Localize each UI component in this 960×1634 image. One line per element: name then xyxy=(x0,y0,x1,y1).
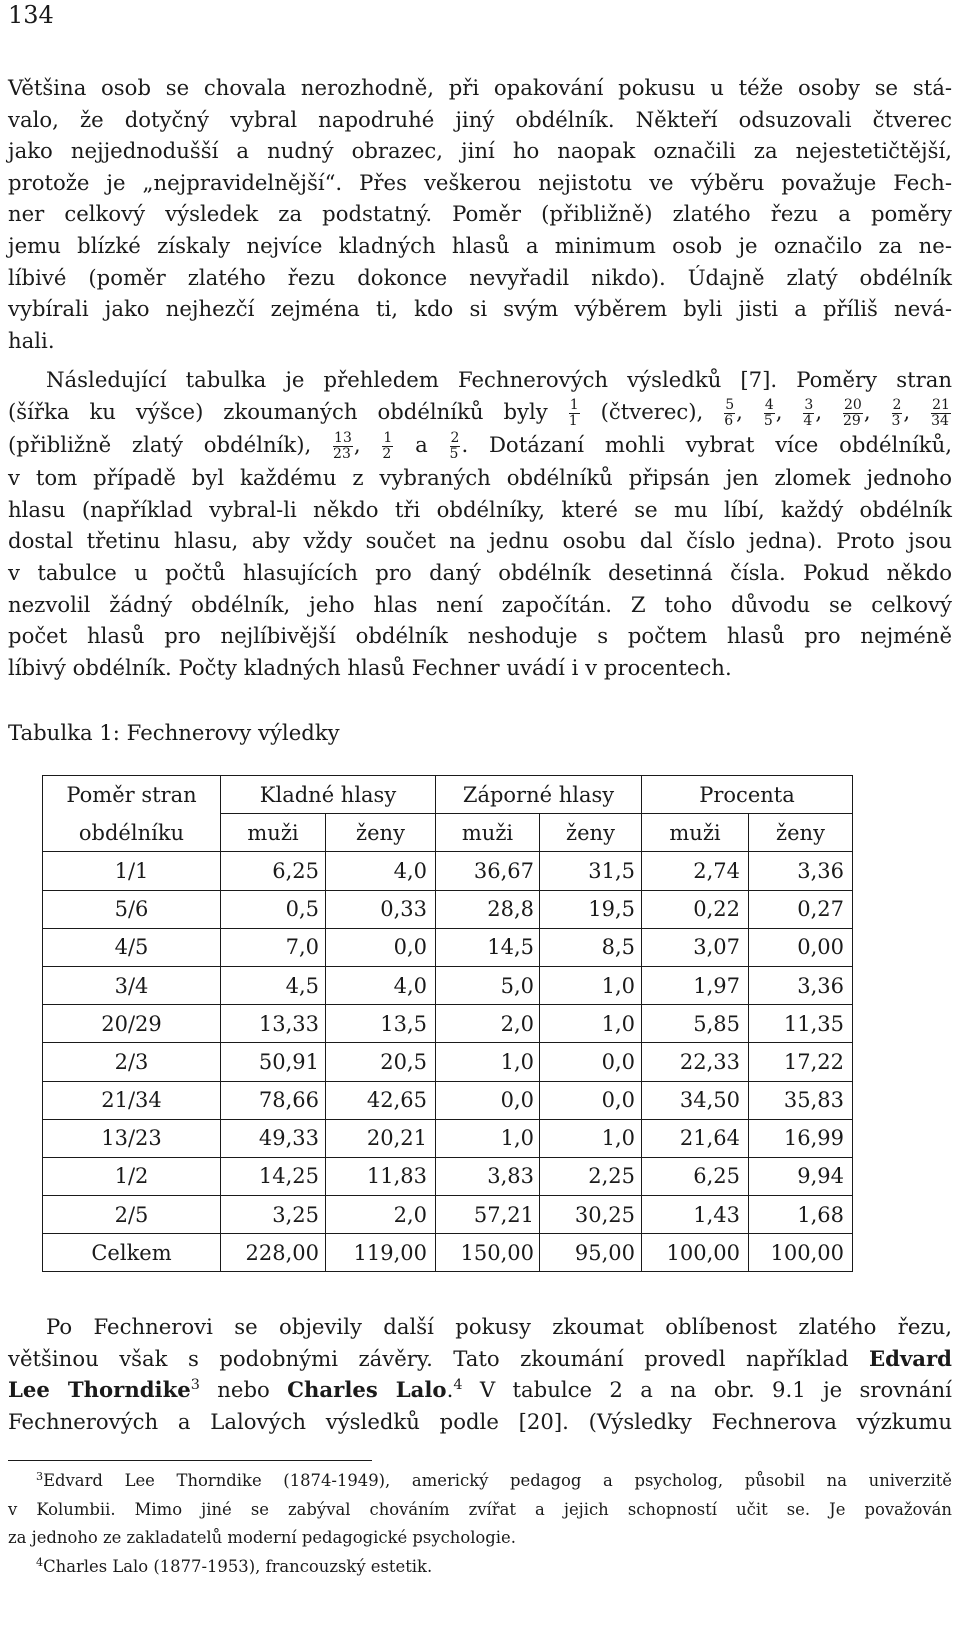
table-row xyxy=(43,1043,853,1081)
text-line: jemu blízké získaly nejvíce kladných hlasů a minimum osob je označilo za ne- xyxy=(8,232,952,258)
value-cell: 31,5 xyxy=(540,852,642,890)
value-cell: 5,85 xyxy=(642,1005,749,1043)
text-line: vybírali jako nejhezčí zejména ti, kdo si svým výběrem byli jisti a příliš nevá- xyxy=(8,296,952,322)
ratio-cell: 13/23 xyxy=(43,1119,221,1157)
header-cell: ženy xyxy=(540,814,642,852)
value-cell: 0,0 xyxy=(436,1081,540,1119)
value-cell: 5,0 xyxy=(436,966,540,1004)
fraction-denominator: 5 xyxy=(763,412,773,429)
value-cell: 1,0 xyxy=(540,966,642,1004)
value-cell: 0,33 xyxy=(326,890,436,928)
value-cell: 13,33 xyxy=(221,1005,326,1043)
value-cell: 0,00 xyxy=(749,928,853,966)
fraction-numerator: 1 xyxy=(569,396,579,413)
ratio-cell: 1/1 xyxy=(43,852,221,890)
table-data-rows xyxy=(43,852,853,1272)
value-cell: 150,00 xyxy=(436,1234,540,1272)
table-header-row xyxy=(43,776,853,814)
results-table-body xyxy=(43,776,853,852)
fraction xyxy=(803,398,814,429)
value-cell: 13,5 xyxy=(326,1005,436,1043)
fraction-numerator: 20 xyxy=(844,396,862,413)
text-line: protože je „nejpravidelnější“. Přes veškerou nejistotu ve výběru považuje Fech- xyxy=(8,169,952,195)
footnote-mark: 3 xyxy=(36,1469,44,1483)
value-cell: 34,50 xyxy=(642,1081,749,1119)
value-cell: 50,91 xyxy=(221,1043,326,1081)
text-line: počet hlasů pro nejlíbivější obdélník neshoduje s počtem hlasů pro nejméně xyxy=(8,623,952,649)
value-cell: 49,33 xyxy=(221,1119,326,1157)
value-cell: 95,00 xyxy=(540,1234,642,1272)
text-line: Lee Thorndike$^3$ nebo Charles Lalo.$^4$ V tabulce 2 a na obr. 9.1 je srovnání xyxy=(8,1377,952,1403)
value-cell: 0,0 xyxy=(540,1081,642,1119)
value-cell: 21,64 xyxy=(642,1119,749,1157)
fraction-numerator: 4 xyxy=(764,396,774,413)
page-number: 134 xyxy=(8,1,54,29)
header-cell: muži xyxy=(642,814,749,852)
value-cell: 119,00 xyxy=(326,1234,436,1272)
value-cell: 4,5 xyxy=(221,966,326,1004)
ratio-cell: Celkem xyxy=(43,1234,221,1272)
value-cell: 17,22 xyxy=(749,1043,853,1081)
fraction xyxy=(892,398,903,429)
value-cell: 16,99 xyxy=(749,1119,853,1157)
footnote-3-line xyxy=(8,1467,952,1496)
fraction xyxy=(382,431,393,462)
text-line: v tom případě byl každému z vybraných obdélníků připsán jen zlomek jednoho xyxy=(8,465,952,491)
paragraph-intro xyxy=(8,72,952,356)
text-line-with-fractions: (přibližně zlatý obdélník), $\frac{13}{23}$ , $\frac{1}{2}$ a $\frac{2}{5}$ . Dotázaní mohli vybrat více obdélníků, xyxy=(8,430,952,463)
footnote-ref[interactable]: 4 xyxy=(453,1377,463,1394)
text-segment: nebo xyxy=(217,1377,270,1403)
fraction xyxy=(450,431,461,462)
value-cell: 7,0 xyxy=(221,928,326,966)
text-line: hali. xyxy=(8,327,55,353)
value-cell: 100,00 xyxy=(749,1234,853,1272)
table-row xyxy=(43,1119,853,1157)
value-cell: 2,0 xyxy=(326,1196,436,1234)
value-cell: 0,22 xyxy=(642,890,749,928)
header-cell: ženy xyxy=(326,814,436,852)
value-cell: 0,0 xyxy=(540,1043,642,1081)
ratio-cell: 3/4 xyxy=(43,966,221,1004)
fraction xyxy=(724,398,735,429)
header-cell: muži xyxy=(221,814,326,852)
value-cell: 28,8 xyxy=(436,890,540,928)
value-cell: 22,33 xyxy=(642,1043,749,1081)
table-row xyxy=(43,890,853,928)
fraction-denominator: 5 xyxy=(449,446,459,463)
footnote-text: Edvard Lee Thorndike (1874-1949), americký pedagog a psycholog, působil na univerzitě xyxy=(43,1471,952,1490)
ratio-cell: 21/34 xyxy=(43,1081,221,1119)
value-cell: 2,0 xyxy=(436,1005,540,1043)
fraction xyxy=(931,398,951,429)
text-line: Po Fechnerovi se objevily další pokusy zkoumat oblíbenost zlatého řezu, xyxy=(46,1314,952,1339)
fraction-denominator: 3 xyxy=(891,412,901,429)
table-row xyxy=(43,1005,853,1043)
text-segment: (čtverec), xyxy=(600,398,704,424)
value-cell: 1,97 xyxy=(642,966,749,1004)
fraction-denominator: 2 xyxy=(382,446,392,463)
header-cell: Záporné hlasy xyxy=(436,776,642,814)
value-cell: 78,66 xyxy=(221,1081,326,1119)
table-row xyxy=(43,1234,853,1272)
value-cell: 57,21 xyxy=(436,1196,540,1234)
ratio-cell: 2/5 xyxy=(43,1196,221,1234)
fraction-numerator: 13 xyxy=(334,430,352,447)
value-cell: 4,0 xyxy=(326,852,436,890)
value-cell: 1,68 xyxy=(749,1196,853,1234)
header-cell: muži xyxy=(436,814,540,852)
fraction-denominator: 29 xyxy=(843,412,861,429)
text-segment: a xyxy=(415,431,428,457)
paragraph-later-research xyxy=(8,1311,952,1437)
value-cell: 4,0 xyxy=(326,966,436,1004)
fraction-numerator: 3 xyxy=(804,396,814,413)
table-subheader-row xyxy=(43,814,853,852)
value-cell: 0,0 xyxy=(326,928,436,966)
value-cell: 3,83 xyxy=(436,1157,540,1195)
value-cell: 20,21 xyxy=(326,1119,436,1157)
fraction-denominator: 4 xyxy=(803,412,813,429)
table-row xyxy=(43,1196,853,1234)
value-cell: 14,25 xyxy=(221,1157,326,1195)
table-row xyxy=(43,852,853,890)
text-segment: . Dotázaní mohli vybrat více obdélníků, xyxy=(461,431,952,457)
header-cell: Procenta xyxy=(642,776,853,814)
footnote-3-line: v Kolumbii. Mimo jiné se zabýval chováním zvířat a jejich schopností učit se. Je považován xyxy=(8,1499,952,1519)
text-line: jako nejjednodušší a nudný obrazec, jiní ho naopak označili za nejestetičtější, xyxy=(8,138,952,164)
text-line: Fechnerových a Lalových výsledků podle [20]. (Výsledky Fechnerova výzkumu xyxy=(8,1408,952,1434)
footnote-4-line xyxy=(8,1553,952,1582)
ratio-cell: 5/6 xyxy=(43,890,221,928)
value-cell: 2,25 xyxy=(540,1157,642,1195)
fraction-numerator: 2 xyxy=(892,396,902,413)
text-segment: V tabulce 2 a na obr. 9.1 je srovnání xyxy=(479,1377,952,1403)
header-cell: ženy xyxy=(749,814,853,852)
fraction xyxy=(843,398,863,429)
value-cell: 1,0 xyxy=(436,1119,540,1157)
text-segment: většinou však s podobnými závěry. Tato zkoumání provedl například xyxy=(8,1345,849,1371)
header-cell: Poměr stran xyxy=(43,776,221,814)
footnote-text: Charles Lalo (1877-1953), francouzský estetik. xyxy=(43,1556,433,1576)
fraction-numerator: 5 xyxy=(725,396,735,413)
fraction xyxy=(764,398,775,429)
value-cell: 3,36 xyxy=(749,852,853,890)
ratio-cell: 4/5 xyxy=(43,928,221,966)
value-cell: 1,43 xyxy=(642,1196,749,1234)
text-line-with-fractions: (šířka ku výšce) zkoumaných obdélníků byly $\frac{1}{1}$ (čtverec), $\frac{5}{6}$ , $\frac{4}{5}$ , $\frac{3}{4}$ , $\frac{20}{29}$ , $\frac{2}{3}$ , $\frac{21}{34}$ xyxy=(8,396,950,429)
value-cell: 0,5 xyxy=(221,890,326,928)
table-row xyxy=(43,1157,853,1195)
value-cell: 11,83 xyxy=(326,1157,436,1195)
paragraph-table-intro xyxy=(8,364,952,683)
value-cell: 30,25 xyxy=(540,1196,642,1234)
text-line: líbivé (poměr zlatého řezu dokonce nevyřadil nikdo). Údajně zlatý obdélník xyxy=(8,264,952,290)
footnote-divider xyxy=(8,1460,372,1461)
table-row xyxy=(43,966,853,1004)
ratio-cell: 20/29 xyxy=(43,1005,221,1043)
text-line: Většina osob se chovala nerozhodně, při opakování pokusu u téže osoby se stá- xyxy=(8,75,952,100)
person-name: Charles Lalo xyxy=(287,1377,447,1403)
value-cell: 1,0 xyxy=(540,1119,642,1157)
text-line: Následující tabulka je přehledem Fechnerových výsledků [7]. Poměry stran xyxy=(46,367,952,392)
header-cell: obdélníku xyxy=(43,814,221,852)
footnote-3-line: za jednoho ze zakladatelů moderní pedagogické psychologie. xyxy=(8,1528,516,1548)
value-cell: 36,67 xyxy=(436,852,540,890)
value-cell: 42,65 xyxy=(326,1081,436,1119)
person-name: Edvard xyxy=(869,1345,952,1371)
footnote-ref[interactable]: 3 xyxy=(190,1377,200,1394)
text-line: nezvolil žádný obdélník, jeho hlas není započítán. Z toho důvodu se celkový xyxy=(8,591,952,617)
fraction-numerator: 2 xyxy=(450,430,460,447)
fraction xyxy=(569,398,580,429)
value-cell: 228,00 xyxy=(221,1234,326,1272)
value-cell: 3,25 xyxy=(221,1196,326,1234)
table-row xyxy=(43,928,853,966)
value-cell: 6,25 xyxy=(642,1157,749,1195)
fraction xyxy=(333,431,353,462)
ratio-cell: 1/2 xyxy=(43,1157,221,1195)
fraction-numerator: 1 xyxy=(383,430,393,447)
value-cell: 100,00 xyxy=(642,1234,749,1272)
value-cell: 0,27 xyxy=(749,890,853,928)
fraction-numerator: 21 xyxy=(932,396,950,413)
table-row xyxy=(43,1081,853,1119)
value-cell: 1,0 xyxy=(436,1043,540,1081)
value-cell: 11,35 xyxy=(749,1005,853,1043)
results-table xyxy=(42,775,853,1272)
footnotes xyxy=(8,1467,952,1581)
fraction-denominator: 6 xyxy=(724,412,734,429)
ratio-cell: 2/3 xyxy=(43,1043,221,1081)
value-cell: 35,83 xyxy=(749,1081,853,1119)
value-cell: 3,07 xyxy=(642,928,749,966)
fraction-denominator: 1 xyxy=(568,412,578,429)
text-line: líbivý obdélník. Počty kladných hlasů Fechner uvádí i v procentech. xyxy=(8,654,732,680)
value-cell: 19,5 xyxy=(540,890,642,928)
footnote-mark: 4 xyxy=(36,1555,44,1569)
value-cell: 2,74 xyxy=(642,852,749,890)
text-line: hlasu (například vybral-li někdo tři obdélníky, které se mu líbí, každý obdélník xyxy=(8,496,952,522)
text-segment: (šířka ku výšce) zkoumaných obdélníků byly xyxy=(8,398,548,424)
value-cell: 9,94 xyxy=(749,1157,853,1195)
text-line xyxy=(8,1343,952,1375)
value-cell: 6,25 xyxy=(221,852,326,890)
text-line: dostal třetinu hlasu, aby vždy součet na jednu osobu dal číslo jedna). Proto jsou xyxy=(8,528,952,554)
text-line: ner celkový výsledek za podstatný. Poměr (přibližně) zlatého řezu a poměry xyxy=(8,201,952,227)
value-cell: 3,36 xyxy=(749,966,853,1004)
value-cell: 20,5 xyxy=(326,1043,436,1081)
text-line: v tabulce u počtů hlasujících pro daný obdélník desetinná čísla. Pokud někdo xyxy=(8,559,952,585)
value-cell: 1,0 xyxy=(540,1005,642,1043)
table-caption: Tabulka 1: Fechnerovy výledky xyxy=(8,720,340,745)
value-cell: 14,5 xyxy=(436,928,540,966)
header-cell: Kladné hlasy xyxy=(221,776,436,814)
text-segment: (přibližně zlatý obdélník), xyxy=(8,431,312,457)
person-name: Lee Thorndike xyxy=(8,1377,191,1403)
text-line: valo, že dotyčný vybral napodruhé jiný obdélník. Někteří odsuzovali čtverec xyxy=(8,106,952,132)
fraction-denominator: 23 xyxy=(333,446,351,463)
value-cell: 8,5 xyxy=(540,928,642,966)
fraction-denominator: 34 xyxy=(931,412,949,429)
